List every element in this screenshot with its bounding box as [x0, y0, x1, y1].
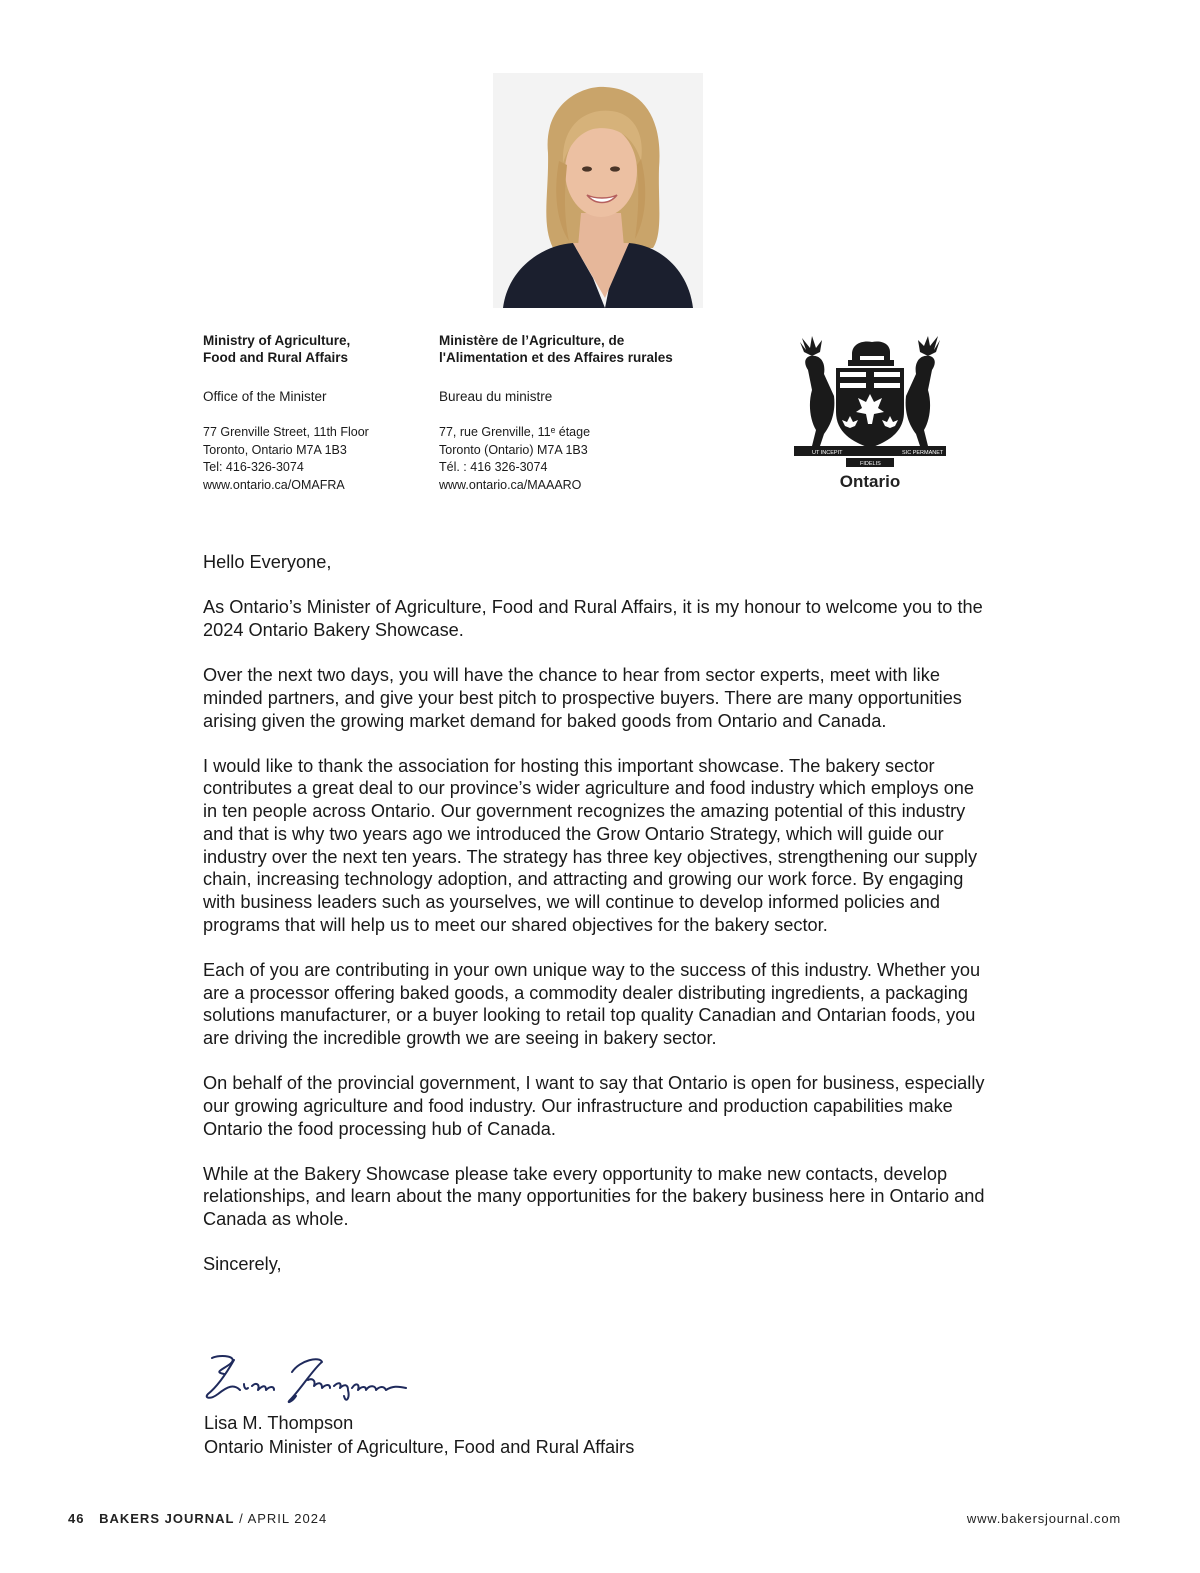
- address-fr: 77, rue Grenville, 11ᵉ étage Toronto (Ontario) M7A 1B3 Tél. : 416 326-3074 www.ontario.ca/MAAARO: [439, 425, 591, 492]
- page-number: 46: [68, 1511, 85, 1526]
- signer-name: Lisa M. Thompson: [204, 1413, 354, 1433]
- address-en: 77 Grenville Street, 11th Floor Toronto, Ontario M7A 1B3 Tel: 416-326-3074 www.ontario.ca/OMAFRA: [203, 425, 369, 492]
- ministry-name-fr: Ministère de l’Agriculture, de l'Alimentation et des Affaires rurales: [439, 333, 673, 365]
- motto-left: UT INCEPIT: [812, 450, 843, 456]
- ministry-name-en: Ministry of Agriculture, Food and Rural Affairs: [203, 333, 351, 365]
- motto-center: FIDELIS: [860, 461, 881, 467]
- header-english: [203, 332, 428, 494]
- signature-block: [204, 1412, 634, 1459]
- footer-website[interactable]: www.bakersjournal.com: [966, 1511, 1121, 1526]
- ontario-coat-of-arms-icon: [790, 334, 950, 496]
- paragraph: On behalf of the provincial government, I want to say that Ontario is open for business, especially our growing agriculture and food industry. Our infrastructure and production capabilities make Ontario the food processing hub of Canada.: [203, 1073, 985, 1139]
- magazine-name: BAKERS JOURNAL: [99, 1511, 235, 1526]
- closing: Sincerely,: [203, 1254, 282, 1275]
- signer-title: Ontario Minister of Agriculture, Food and Rural Affairs: [204, 1436, 635, 1457]
- paragraph: As Ontario’s Minister of Agriculture, Food and Rural Affairs, it is my honour to welcome you to the 2024 Ontario Bakery Showcase.: [203, 597, 983, 640]
- greeting: Hello Everyone,: [203, 552, 332, 572]
- letter-body: [203, 551, 993, 1276]
- ontario-wordmark: Ontario: [839, 472, 901, 491]
- office-en: Office of the Minister: [203, 389, 327, 404]
- minister-portrait-photo: [493, 73, 703, 308]
- office-fr: Bureau du ministre: [439, 389, 553, 404]
- issue-date: / APRIL 2024: [239, 1511, 328, 1526]
- handwritten-signature: [200, 1350, 415, 1410]
- footer-left: [68, 1511, 327, 1526]
- paragraph: Over the next two days, you will have the chance to hear from sector experts, meet with like minded partners, and give your best pitch to prospective buyers. There are many opportunities arising given the growing market demand for baked goods from Ontario and Canada.: [203, 665, 962, 731]
- header-french: [439, 332, 759, 494]
- paragraph: Each of you are contributing in your own unique way to the success of this industry. Whether you are a processor offering baked goods, a commodity dealer distributing ingredients, a packaging solutions manufacturer, or a buyer looking to retail top quality Canadian and Ontarian foods, you are driving the incredible growth we are seeing in bakery sector.: [203, 959, 981, 1048]
- paragraph: I would like to thank the association for hosting this important showcase. The bakery sector contributes a great deal to our province’s wider agriculture and food industry which employs one in ten people across Ontario. Our government recognizes the amazing potential of this industry and that is why two years ago we introduced the Grow Ontario Strategy, which will guide our industry over the next ten years. The strategy has three key objectives, strengthening our supply chain, increasing technology adoption, and attracting and growing our work force. By engaging with business leaders such as yourselves, we will continue to develop informed policies and programs that will help us to meet our shared objectives for the bakery sector.: [203, 755, 978, 935]
- paragraph: While at the Bakery Showcase please take every opportunity to make new contacts, develop relationships, and learn about the many opportunities for the bakery business here in Ontario and Canada as whole.: [203, 1163, 985, 1230]
- motto-right: SIC PERMANET: [902, 450, 944, 456]
